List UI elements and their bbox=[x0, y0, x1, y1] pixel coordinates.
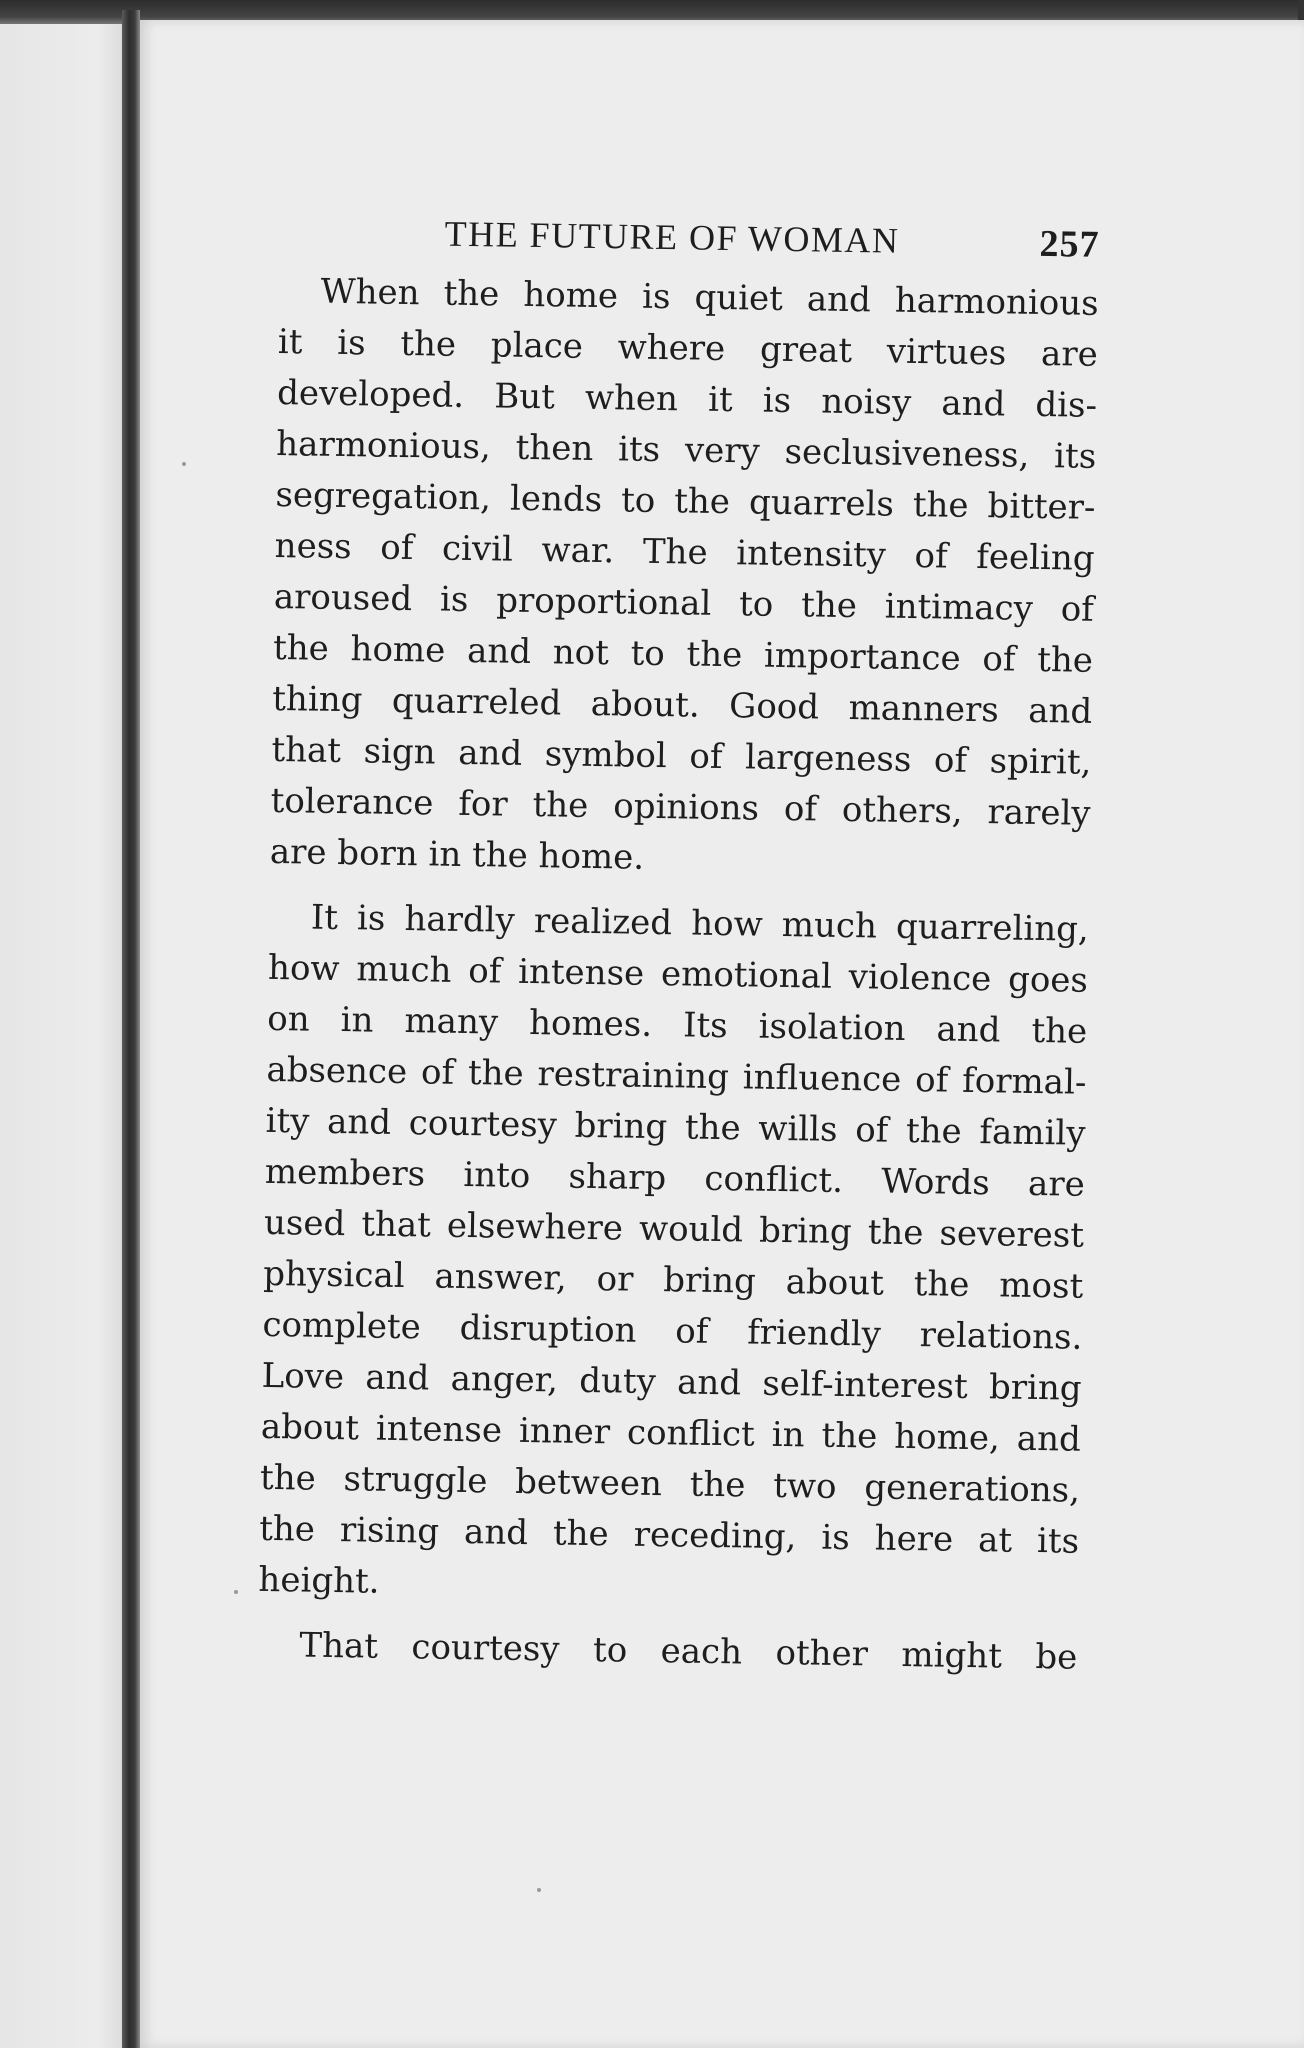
text-line: aroused is proportional to the intimacy of bbox=[273, 576, 1095, 630]
text-line: it is the place where great virtues are bbox=[277, 321, 1099, 375]
facing-page-margin bbox=[0, 24, 122, 2048]
body-text bbox=[257, 266, 1099, 1684]
text-line: on in many homes. Its isolation and the bbox=[266, 998, 1088, 1052]
book-gutter bbox=[122, 10, 140, 2048]
text-line: how much of intense emotional violence goes bbox=[267, 947, 1089, 1001]
text-line: members into sharp conflict. Words are bbox=[264, 1151, 1086, 1205]
text-line: thing quarreled about. Good manners and bbox=[272, 678, 1093, 732]
page-text bbox=[257, 210, 1100, 1698]
text-line: the rising and the receding, is here at its bbox=[258, 1508, 1080, 1562]
text-line: complete disruption of friendly relations. bbox=[262, 1304, 1083, 1358]
page-number: 257 bbox=[1039, 222, 1100, 266]
running-title: THE FUTURE OF WOMAN bbox=[444, 213, 900, 261]
text-line: ness of civil war. The intensity of feeling bbox=[274, 525, 1095, 579]
text-line: the struggle between the two generations, bbox=[259, 1457, 1081, 1511]
text-line: ity and courtesy bring the wills of the family bbox=[265, 1100, 1086, 1154]
text-line: absence of the restraining influence of formal- bbox=[266, 1049, 1087, 1103]
text-line: used that elsewhere would bring the severest bbox=[263, 1202, 1085, 1256]
paper-speck bbox=[234, 1590, 238, 1594]
text-line: That courtesy to each other might be bbox=[299, 1625, 1078, 1678]
text-line: height. bbox=[258, 1559, 380, 1602]
paper-speck bbox=[537, 1888, 541, 1892]
text-line: harmonious, then its very seclusiveness, its bbox=[276, 423, 1097, 477]
paragraph bbox=[257, 1620, 1078, 1684]
text-line: the home and not to the importance of the bbox=[272, 627, 1094, 681]
paper-speck bbox=[182, 462, 186, 466]
text-line: Love and anger, duty and self-interest bring bbox=[261, 1355, 1082, 1409]
text-line: segregation, lends to the quarrels the bitter- bbox=[275, 474, 1096, 528]
text-line: about intense inner conflict in the home, and bbox=[260, 1406, 1082, 1460]
paragraph bbox=[258, 892, 1089, 1619]
text-line: tolerance for the opinions of others, rarely bbox=[270, 780, 1091, 834]
text-line: developed. But when it is noisy and dis- bbox=[276, 372, 1098, 426]
text-line: It is hardly realized how much quarreling, bbox=[310, 897, 1090, 950]
text-line: physical answer, or bring about the most bbox=[262, 1253, 1084, 1307]
text-line: When the home is quiet and harmonious bbox=[320, 271, 1099, 324]
paragraph bbox=[270, 266, 1100, 891]
text-line: that sign and symbol of largeness of spirit, bbox=[271, 729, 1092, 783]
text-line: are born in the home. bbox=[269, 831, 645, 878]
